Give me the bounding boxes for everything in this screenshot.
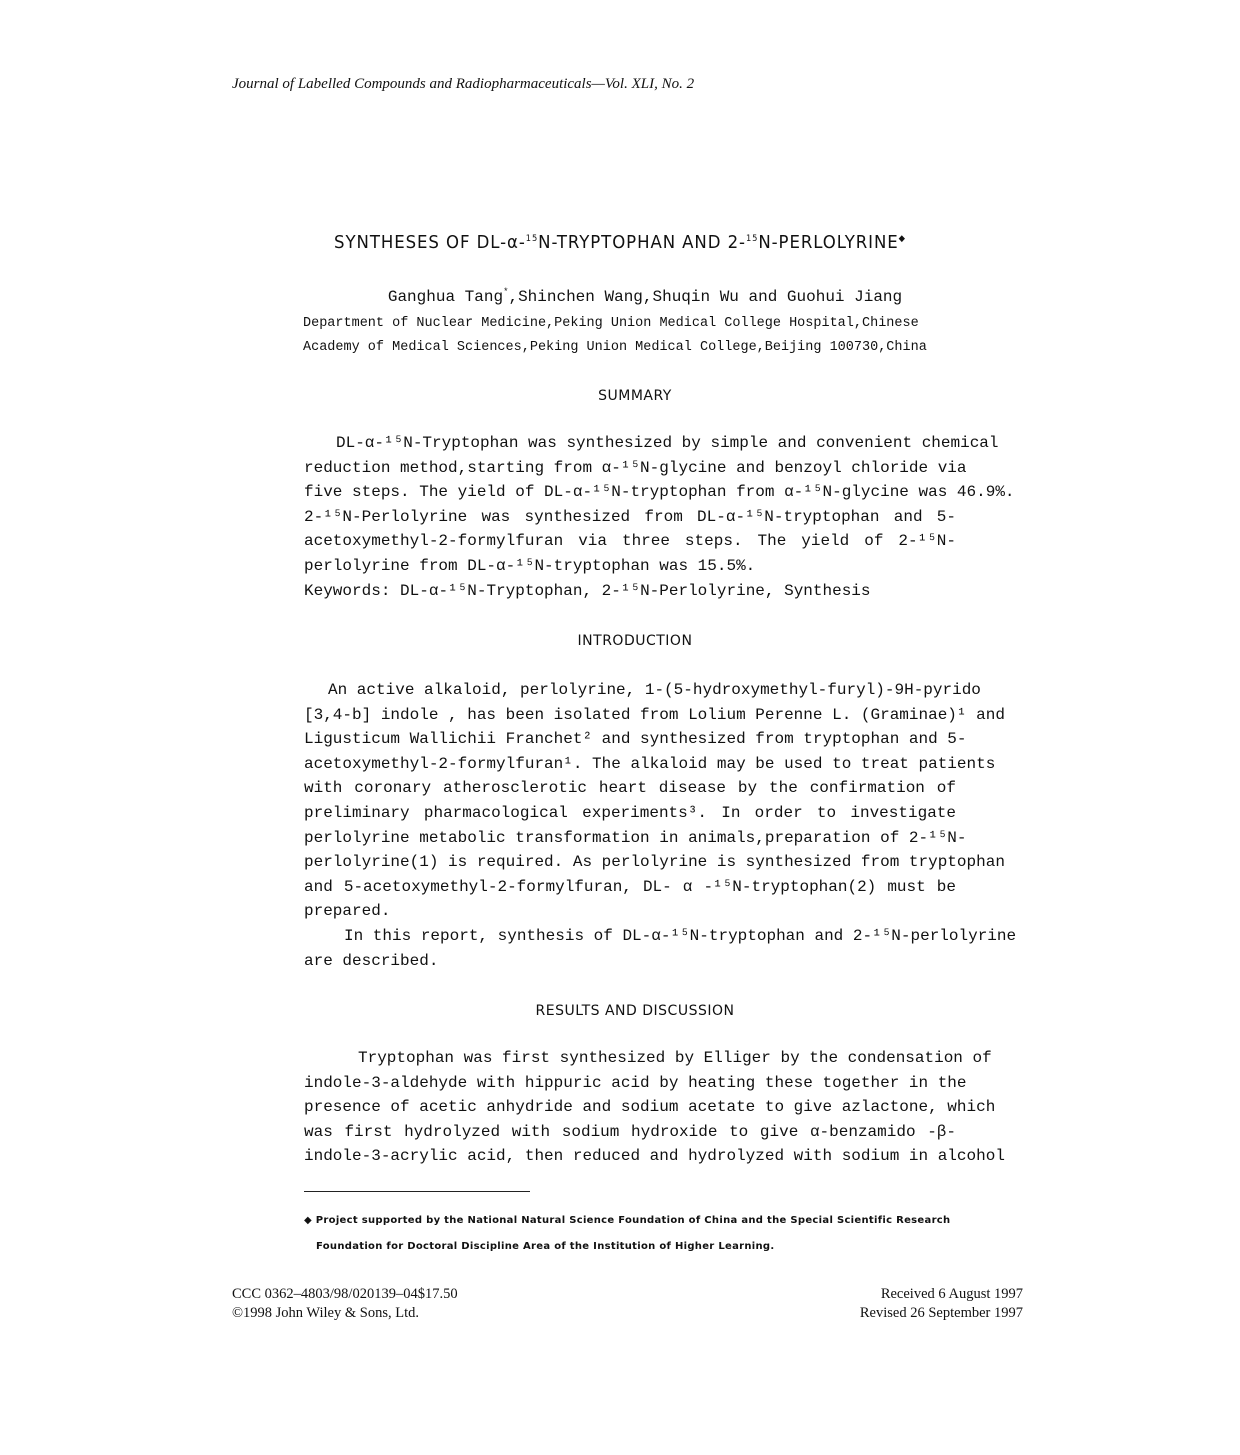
summary-paragraph xyxy=(304,431,1015,603)
results-line: Tryptophan was first synthesized by Elliger by the condensation of xyxy=(358,1049,992,1067)
received-date: Received 6 August 1997 xyxy=(880,1286,1023,1302)
diamond-icon: ◆ xyxy=(304,1215,312,1226)
results-paragraph xyxy=(304,1046,1005,1169)
footnote-line-1 xyxy=(304,1215,964,1226)
diamond-icon: ◆ xyxy=(898,234,906,244)
summary-line: five steps. The yield of DL-α-¹⁵N-tryptophan from α-¹⁵N-glycine was 46.9%. xyxy=(304,483,1015,502)
summary-line: acetoxymethyl-2-formylfuran via three steps. The yield of 2-¹⁵N- xyxy=(304,532,956,551)
ccc-block xyxy=(232,1285,458,1323)
summary-heading: SUMMARY xyxy=(598,388,672,404)
keywords-line xyxy=(304,579,956,604)
intro-line: Ligusticum Wallichii Franchet² and synthesized from tryptophan and 5- xyxy=(304,730,967,749)
intro-line: perlolyrine(1) is required. As perlolyrine is synthesized from tryptophan xyxy=(304,853,1005,872)
results-line: presence of acetic anhydride and sodium acetate to give azlactone, which xyxy=(304,1098,996,1117)
affiliation-line-1: Department of Nuclear Medicine,Peking Union Medical College Hospital,Chinese xyxy=(303,316,919,331)
summary-line: reduction method,starting from α-¹⁵N-glycine and benzoyl chloride via xyxy=(304,458,967,477)
paper-title xyxy=(50,232,1191,253)
keywords-value: DL-α-¹⁵N-Tryptophan, 2-¹⁵N-Perlolyrine, Synthesis xyxy=(400,581,871,600)
footnote-text: Project supported by the National Natural Science Foundation of China and the Special Scientific Research xyxy=(315,1215,951,1226)
title-sup1: 15 xyxy=(525,234,539,244)
author-first: Ganghua Tang xyxy=(387,288,504,306)
summary-line: DL-α-¹⁵N-Tryptophan was synthesized by simple and convenient chemical xyxy=(336,434,999,452)
footnote-line-2: Foundation for Doctoral Discipline Area of the Institution of Higher Learning. xyxy=(316,1241,775,1252)
results-line: indole-3-aldehyde with hippuric acid by heating these together in the xyxy=(304,1073,967,1092)
intro-line: preliminary pharmacological experiments³. In order to investigate xyxy=(304,803,956,822)
results-line: indole-3-acrylic acid, then reduced and hydrolyzed with sodium in alcohol xyxy=(304,1147,1005,1166)
intro-line: prepared. xyxy=(304,902,391,921)
title-part1: SYNTHESES OF DL-α- xyxy=(334,232,526,253)
authors xyxy=(0,288,1240,306)
title-sup2: 15 xyxy=(745,234,759,244)
intro-line: An active alkaloid, perlolyrine, 1-(5-hydroxymethyl-furyl)-9H-pyrido xyxy=(328,681,981,699)
introduction-paragraph xyxy=(304,678,1017,973)
keywords-label: Keywords: xyxy=(304,581,391,600)
intro-line: [3,4-b] indole , has been isolated from Lolium Perenne L. (Graminae)¹ and xyxy=(304,705,1005,724)
results-line: was first hydrolyzed with sodium hydroxide to give α-benzamido -β- xyxy=(304,1122,956,1141)
intro-line: and 5-acetoxymethyl-2-formylfuran, DL- α -¹⁵N-tryptophan(2) must be xyxy=(304,877,956,896)
intro-line: are described. xyxy=(304,951,439,970)
intro-line: with coronary atherosclerotic heart disease by the confirmation of xyxy=(304,779,956,798)
title-part2: N-TRYPTOPHAN AND 2- xyxy=(538,232,746,253)
footnote-divider xyxy=(304,1191,530,1192)
affiliation-line-2: Academy of Medical Sciences,Peking Union Medical College,Beijing 100730,China xyxy=(303,340,927,355)
intro-line: In this report, synthesis of DL-α-¹⁵N-tryptophan and 2-¹⁵N-perlolyrine xyxy=(344,926,1017,945)
intro-line: acetoxymethyl-2-formylfuran¹. The alkaloid may be used to treat patients xyxy=(304,754,996,773)
intro-line: perlolyrine metabolic transformation in animals,preparation of 2-¹⁵N- xyxy=(304,828,967,847)
corresponding-star: * xyxy=(503,287,509,297)
introduction-heading: INTRODUCTION xyxy=(577,633,693,649)
revised-date: Revised 26 September 1997 xyxy=(859,1305,1023,1321)
running-head: Journal of Labelled Compounds and Radiopharmaceuticals—Vol. XLI, No. 2 xyxy=(232,76,695,92)
results-heading: RESULTS AND DISCUSSION xyxy=(535,1003,735,1019)
title-part3: N-PERLOLYRINE xyxy=(758,232,899,253)
summary-line: perlolyrine from DL-α-¹⁵N-tryptophan was 15.5%. xyxy=(304,556,756,575)
author-rest: ,Shinchen Wang,Shuqin Wu and Guohui Jiang xyxy=(508,288,903,306)
dates-block xyxy=(800,1285,1023,1323)
summary-line: 2-¹⁵N-Perlolyrine was synthesized from DL-α-¹⁵N-tryptophan and 5- xyxy=(304,507,956,526)
copyright: ©1998 John Wiley & Sons, Ltd. xyxy=(232,1305,419,1321)
ccc-code: CCC 0362–4803/98/020139–04$17.50 xyxy=(232,1286,458,1302)
